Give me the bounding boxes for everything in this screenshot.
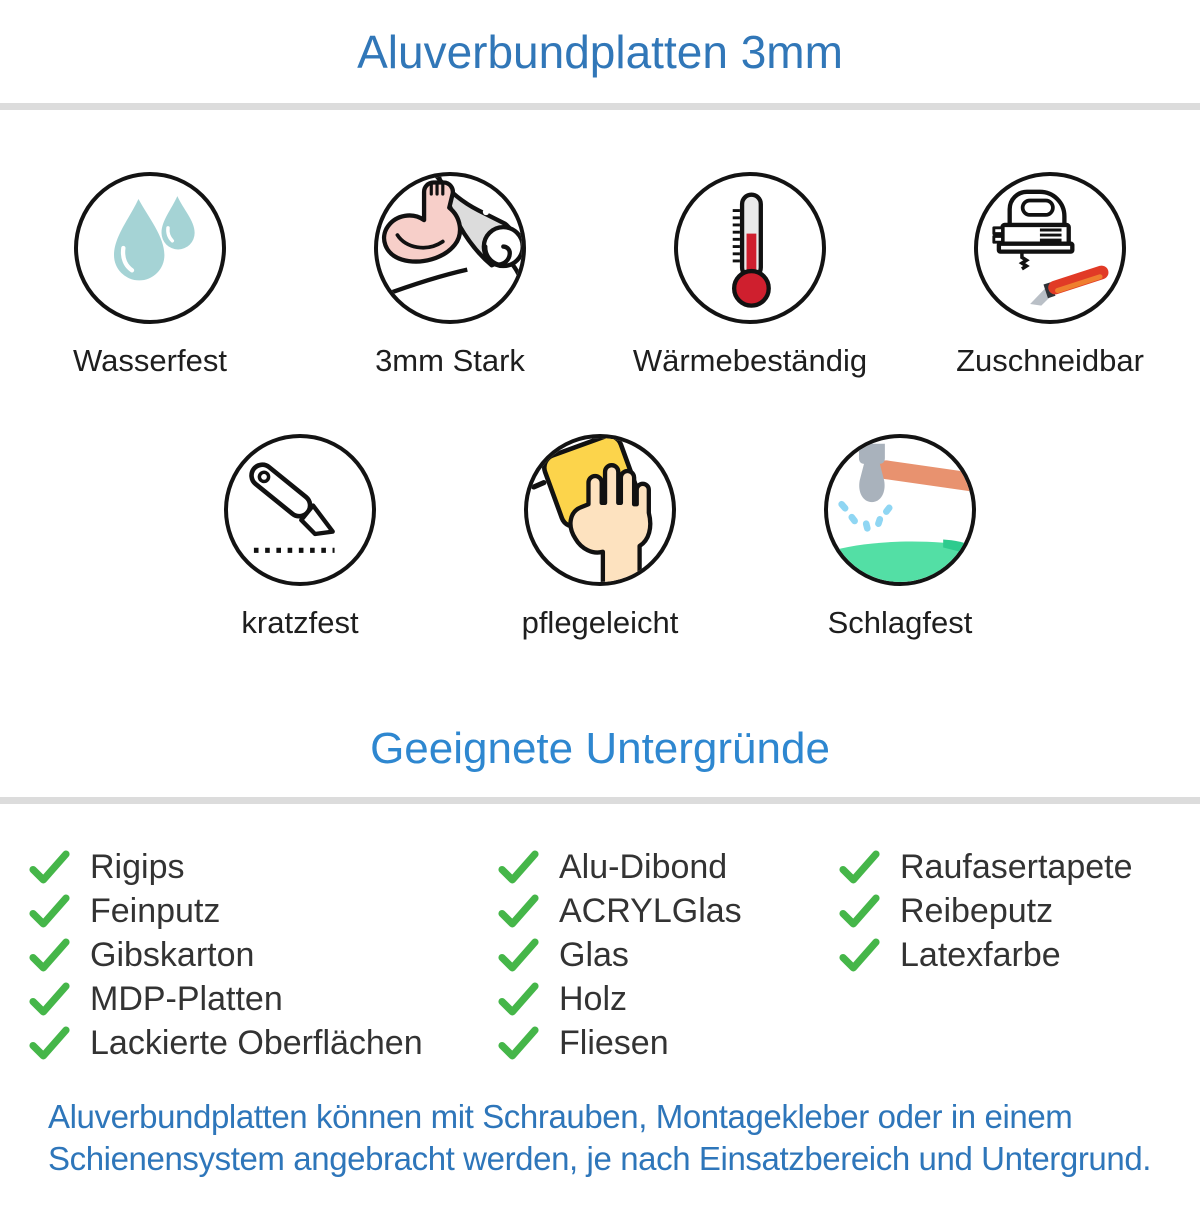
thermometer-icon [674,172,826,324]
feature-kratzfest [180,434,420,640]
check-icon [28,894,71,929]
check-icon [838,894,881,929]
features-row-1 [0,172,1200,378]
list-item [28,894,497,930]
feature-label: kratzfest [241,604,359,640]
check-icon [497,850,540,885]
mounting-note [0,1096,1200,1180]
divider-middle [0,797,1200,804]
substrate-label: Glas [559,936,629,975]
substrates-column-3 [838,850,1200,982]
feature-label: Wärmebeständig [632,342,868,378]
list-item [497,982,838,1018]
substrates-column-2 [497,850,838,1070]
list-item [497,850,838,886]
muscle-arm-panel-icon [374,172,526,324]
list-item [838,850,1200,886]
substrate-label: Fliesen [559,1024,669,1063]
list-item [497,1026,838,1062]
list-item [28,850,497,886]
utility-knife-icon [224,434,376,586]
substrate-label: Alu-Dibond [559,848,728,887]
check-icon [497,938,540,973]
features-row-2 [0,434,1200,640]
feature-wasserfest [0,172,300,378]
page-title: Aluverbundplatten 3mm [357,26,843,78]
hand-cloth-icon [524,434,676,586]
check-icon [497,1026,540,1061]
substrate-label: Latexfarbe [900,936,1061,975]
substrate-label: Raufasertapete [900,848,1133,887]
list-item [28,938,497,974]
check-icon [28,1026,71,1061]
hammer-impact-icon [824,434,976,586]
substrate-label: ACRYLGlas [559,892,742,931]
feature-zuschneidbar [900,172,1200,378]
list-item [497,938,838,974]
feature-pflegeleicht [480,434,720,640]
feature-label: Wasserfest [73,342,227,378]
mounting-note-line-1: Aluverbundplatten können mit Schrauben, Montagekleber oder in einem [48,1097,1073,1135]
substrate-label: Reibeputz [900,892,1054,931]
list-item [838,938,1200,974]
substrate-label: Rigips [90,848,185,887]
check-icon [28,982,71,1017]
check-icon [28,850,71,885]
substrate-label: MDP-Platten [90,980,283,1019]
substrates-list [0,850,1200,1070]
check-icon [838,850,881,885]
check-icon [838,938,881,973]
divider-top [0,103,1200,110]
list-item [497,894,838,930]
mounting-note-line-2: Schienensystem angebracht werden, je nach Einsatzbereich und Untergrund. [48,1139,1152,1177]
feature-label: Schlagfest [827,604,973,640]
check-icon [497,894,540,929]
substrate-label: Lackierte Oberflächen [90,1024,423,1063]
list-item [28,982,497,1018]
list-item [838,894,1200,930]
check-icon [497,982,540,1017]
section-title-untergruende: Geeignete Untergründe [370,724,830,774]
feature-label: 3mm Stark [375,342,525,378]
feature-label: Zuschneidbar [956,342,1144,378]
check-icon [28,938,71,973]
feature-schlagfest [780,434,1020,640]
water-drops-icon [74,172,226,324]
feature-3mm-stark [300,172,600,378]
substrate-label: Holz [559,980,628,1019]
feature-waermebestaendig [600,172,900,378]
substrate-label: Gibskarton [90,936,255,975]
substrate-label: Feinputz [90,892,221,931]
substrates-column-1 [28,850,497,1070]
list-item [28,1026,497,1062]
jigsaw-cutter-icon [974,172,1126,324]
feature-label: pflegeleicht [521,604,679,640]
